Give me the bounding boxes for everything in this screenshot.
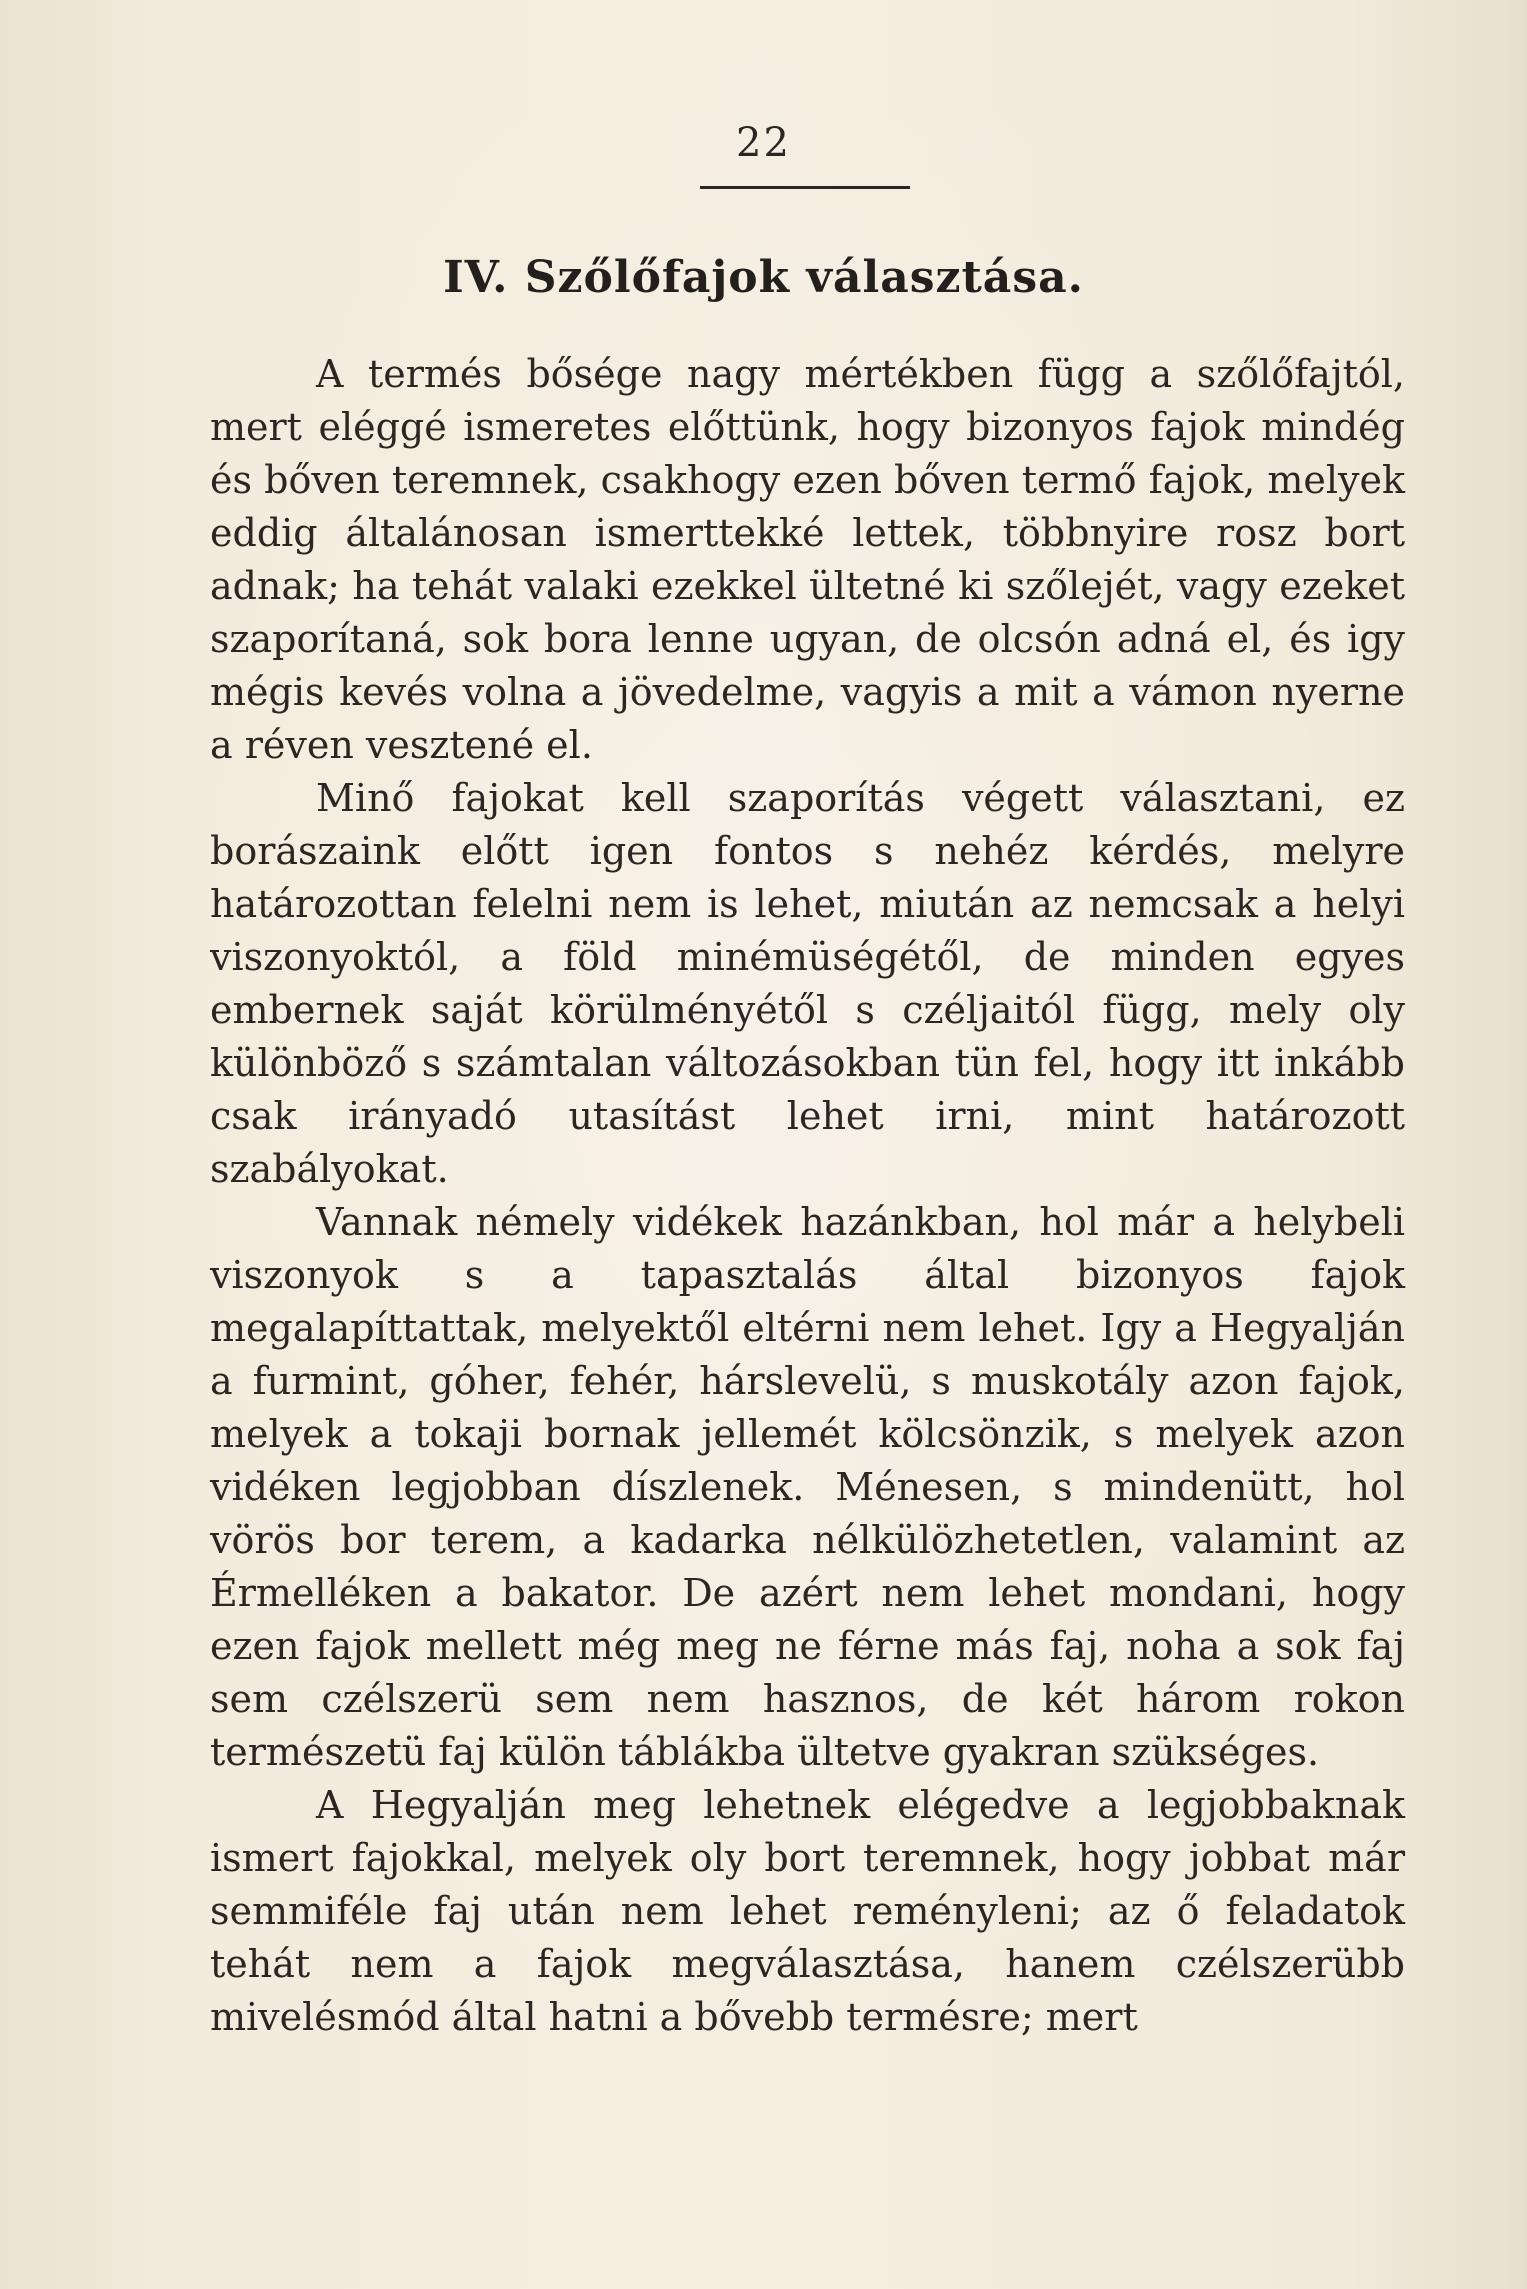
paragraph-2: Minő fajokat kell szaporítás végett választani, ez borászaink előtt igen fontos s nehéz kérdés, melyre határozottan felelni nem is lehet, miután az nemcsak a helyi viszonyoktól, a föld minémüségétől, de minden egyes embernek saját körülményétől s czéljaitól függ, mely oly különböző s számtalan változásokban tün fel, hogy itt inkább csak irányadó utasítást lehet irni, mint határozott szabályokat. xyxy=(210,776,1405,1191)
header-rule xyxy=(700,186,910,189)
paragraph-3: Vannak némely vidékek hazánkban, hol már a helybeli viszonyok s a tapasztalás által bizonyos fajok megalapíttattak, melyektől eltérni nem lehet. Igy a Hegyalján a furmint, góher, fehér, hárslevelü, s muskotály azon fajok, melyek a tokaji bornak jellemét kölcsönzik, s melyek azon vidéken legjobban díszlenek. Ménesen, s mindenütt, hol vörös bor terem, a kadarka nélkülözhetetlen, valamint az Érmelléken a bakator. De azért nem lehet mondani, hogy ezen fajok mellett még meg ne férne más faj, noha a sok faj sem czélszerü sem nem hasznos, de két három rokon természetü faj külön táblákba ültetve gyakran szükséges. xyxy=(210,1200,1405,1774)
body-text xyxy=(210,348,1405,2044)
section-title: IV. Szőlőfajok választása. xyxy=(443,252,1084,303)
paragraph-4: A Hegyalján meg lehetnek elégedve a legjobbaknak ismert fajokkal, melyek oly bort teremnek, hogy jobbat már semmiféle faj után nem lehet reményleni; az ő feladatok tehát nem a fajok megválasztása, hanem czélszerübb mivelésmód által hatni a bővebb termésre; mert xyxy=(210,1783,1405,2039)
paragraph-1: A termés bősége nagy mértékben függ a szőlőfajtól, mert eléggé ismeretes előttünk, hogy bizonyos fajok mindég és bőven teremnek, csakhogy ezen bőven termő fajok, melyek eddig általánosan ismerttekké lettek, többnyire rosz bort adnak; ha tehát valaki ezekkel ültetné ki szőlejét, vagy ezeket szaporítaná, sok bora lenne ugyan, de olcsón adná el, és igy mégis kevés volna a jövedelme, vagyis a mit a vámon nyerne a réven vesztené el. xyxy=(210,352,1405,767)
page-number: 22 xyxy=(736,120,791,166)
